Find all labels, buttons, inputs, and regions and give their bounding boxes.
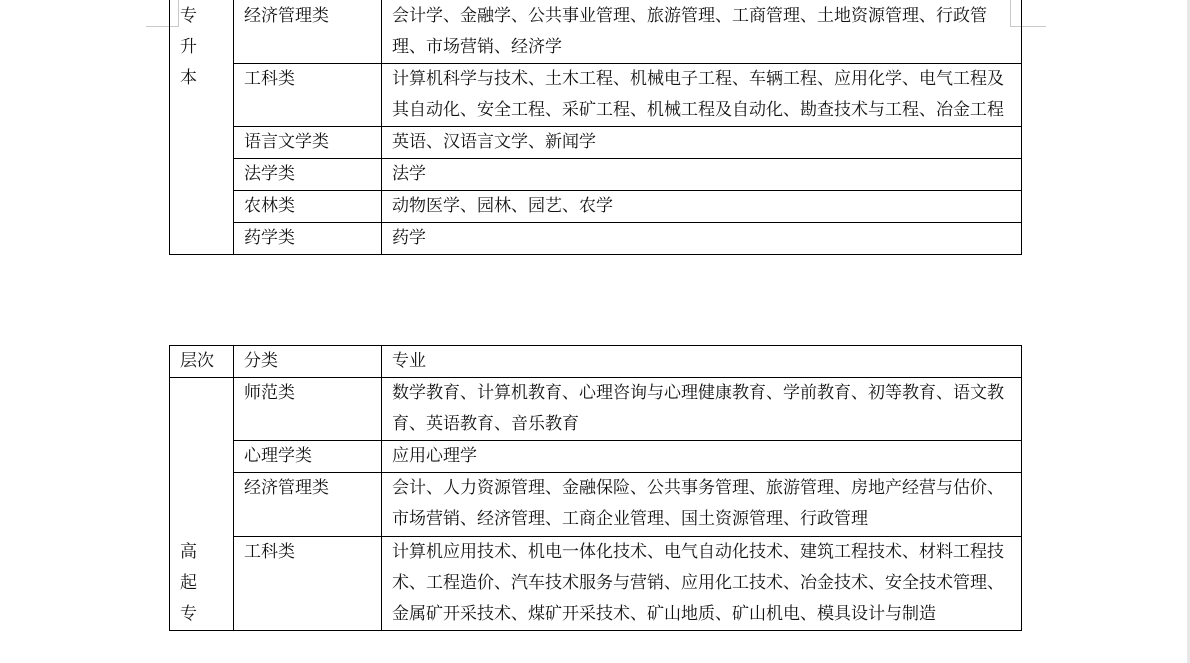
category-label: 心理学类 <box>244 446 312 467</box>
majors-text: 数学教育、计算机教育、心理咨询与心理健康教育、学前教育、初等教育、语文教育、英语教育、音乐教育 <box>392 383 1004 434</box>
associate-majors-table <box>169 345 1022 631</box>
header-category <box>234 346 382 378</box>
level-label: 高 起 专 <box>180 542 197 624</box>
category-cell <box>234 191 382 223</box>
header-level-label: 层次 <box>180 351 214 371</box>
category-cell <box>234 64 382 127</box>
table-row <box>170 127 1022 159</box>
majors-text: 英语、汉语言文学、新闻学 <box>392 132 596 152</box>
category-label: 师范类 <box>244 383 295 403</box>
majors-cell <box>382 159 1022 191</box>
majors-cell <box>382 223 1022 255</box>
level-cell <box>170 0 234 255</box>
majors-cell <box>382 473 1022 536</box>
category-cell <box>234 0 382 64</box>
table-row <box>170 536 1022 630</box>
header-category-label: 分类 <box>244 351 278 371</box>
majors-cell <box>382 536 1022 630</box>
header-major-label: 专业 <box>392 351 426 371</box>
table-row <box>170 191 1022 223</box>
category-label: 工科类 <box>244 541 295 562</box>
majors-text: 药学 <box>392 228 426 248</box>
majors-cell <box>382 378 1022 441</box>
level-label: 专 升 本 <box>180 6 197 88</box>
category-label: 经济管理类 <box>244 478 329 499</box>
majors-text: 计算机应用技术、机电一体化技术、电气自动化技术、建筑工程技术、材料工程技术、工程造价、汽车技术服务与营销、应用化工技术、冶金技术、安全技术管理、金属矿开采技术、煤矿开采技术、矿山地质、矿山机电、模具设计与制造 <box>392 541 1004 624</box>
category-label: 语言文学类 <box>244 132 329 152</box>
category-cell <box>234 441 382 473</box>
majors-cell <box>382 127 1022 159</box>
header-row <box>170 346 1022 378</box>
table-row <box>170 0 1022 64</box>
table-row <box>170 159 1022 191</box>
header-level <box>170 346 234 378</box>
table-row <box>170 473 1022 536</box>
category-cell <box>234 223 382 255</box>
majors-cell <box>382 441 1022 473</box>
category-label: 药学类 <box>244 228 295 248</box>
majors-cell <box>382 0 1022 64</box>
majors-text: 动物医学、园林、园艺、农学 <box>392 196 613 216</box>
table-row <box>170 441 1022 473</box>
majors-text: 应用心理学 <box>392 446 477 467</box>
majors-cell <box>382 191 1022 223</box>
category-label: 经济管理类 <box>244 6 329 26</box>
table-row <box>170 223 1022 255</box>
table-row <box>170 378 1022 441</box>
table-row <box>170 64 1022 127</box>
majors-text: 法学 <box>392 164 426 184</box>
level-cell <box>170 378 234 631</box>
upgrade-majors-table <box>169 0 1022 255</box>
category-label: 工科类 <box>244 69 295 89</box>
category-label: 法学类 <box>244 164 295 184</box>
majors-text: 会计、人力资源管理、金融保险、公共事务管理、旅游管理、房地产经营与估价、市场营销、经济管理、工商企业管理、国土资源管理、行政管理 <box>392 478 1004 530</box>
majors-text: 计算机科学与技术、土木工程、机械电子工程、车辆工程、应用化学、电气工程及其自动化、安全工程、采矿工程、机械工程及自动化、勘查技术与工程、冶金工程 <box>392 69 1004 120</box>
category-cell <box>234 127 382 159</box>
category-label: 农林类 <box>244 196 295 216</box>
header-major <box>382 346 1022 378</box>
majors-cell <box>382 64 1022 127</box>
majors-text: 会计学、金融学、公共事业管理、旅游管理、工商管理、土地资源管理、行政管理、市场营销、经济学 <box>392 6 987 57</box>
category-cell <box>234 378 382 441</box>
category-cell <box>234 536 382 630</box>
category-cell <box>234 159 382 191</box>
category-cell <box>234 473 382 536</box>
